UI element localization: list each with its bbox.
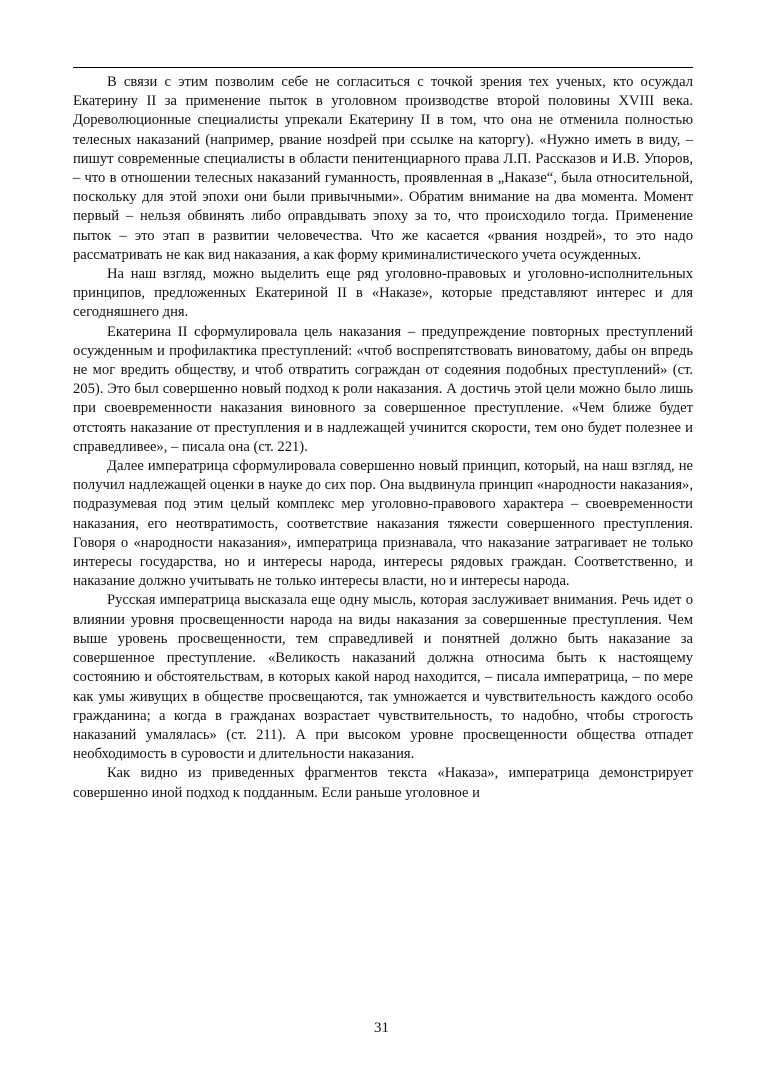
paragraph-3: Екатерина II сформулировала цель наказания – предупреждение повторных преступлений осужденным и профилактика преступлений: «чтоб воспрепятствовать виноватому, дабы он впредь не мог вредить обществу, и чтоб отвратить сограждан от содеяния подобных преступлений» (ст. 205). Это был совершенно новый подход к роли наказания. А достичь этой цели можно было лишь при своевременности наказания виновного за совершенное преступление. «Чем ближе будет отстоять наказание от преступления и в надлежащей учинится скорости, тем оно будет полезнее и справедливее», – писала она (ст. 221).	[73, 323, 693, 455]
header-rule	[73, 67, 693, 68]
body-text	[73, 73, 693, 803]
paragraph-5: Русская императрица высказала еще одну мысль, которая заслуживает внимания. Речь идет о влиянии уровня просвещенности народа на виды наказания за совершенные преступления. Чем выше уровень просвещенности, тем справедливей и понятней должно быть наказание за совершенное преступление. «Великость наказаний должна относима быть к настоящему состоянию и обстоятельствам, в которых какой народ находится, – писала императрица, – по мере как умы живущих в обществе просвещаются, так умножается и чувствительность каждого особо гражданина; а когда в гражданах возрастает чувствительность, то надобно, чтобы строгость наказаний умалялась» (ст. 211). А при высоком уровне просвещенности общества отпадет необходимость в суровости и длительности наказания.	[73, 592, 693, 763]
paragraph-4: Далее императрица сформулировала совершенно новый принцип, который, на наш взгляд, не получил надлежащей оценки в науке до сих пор. Она выдвинула принцип «народности наказания», подразумевая под этим целый комплекс мер уголовно-правового характера – своевременности наказания, его неотвратимость, соответствие наказания тяжести совершенного преступления. Говоря о «народности наказания», императрица признавала, что наказание затрагивает не только интересы государства, но и интересы народа, интересы рядовых граждан. Соответственно, и наказание должно учитывать не только интересы власти, но и интересы народа.	[73, 458, 693, 590]
paragraph-1: В связи с этим позволим себе не согласиться с точкой зрения тех ученых, кто осуждал Екатерину II за применение пыток в уголовном производстве второй половины XVIII века. Дореволюционные специалисты упрекали Екатерину II в том, что она не отменила полностью телесных наказаний (например, рвание нозdрей при ссылке на каторгу). «Нужно иметь в виду, – пишут современные специалисты в области пенитенциарного права Л.П. Рассказов и И.В. Упоров, – что в отношении телесных наказаний гуманность, проявленная в „Наказе“, была относительной, поскольку для этой эпохи они были привычными». Обратим внимание на два момента. Момент первый – нельзя обвинять либо оправдывать эпоху за то, что происходило тогда. Применение пыток – это этап в развитии человечества. Что же касается «рвания ноздрей», то это надо рассматривать не как вид наказания, а как форму криминалистического учета осужденных.	[73, 74, 693, 263]
paragraph-2: На наш взгляд, можно выделить еще ряд уголовно-правовых и уголовно-исполнительных принципов, предложенных Екатериной II в «Наказе», которые представляют интерес и для сегодняшнего дня.	[73, 266, 693, 321]
page-number: 31	[374, 1020, 389, 1036]
paragraph-6: Как видно из приведенных фрагментов текста «Наказа», императрица демонстрирует совершенно иной подход к подданным. Если раньше уголовное и	[73, 765, 693, 801]
